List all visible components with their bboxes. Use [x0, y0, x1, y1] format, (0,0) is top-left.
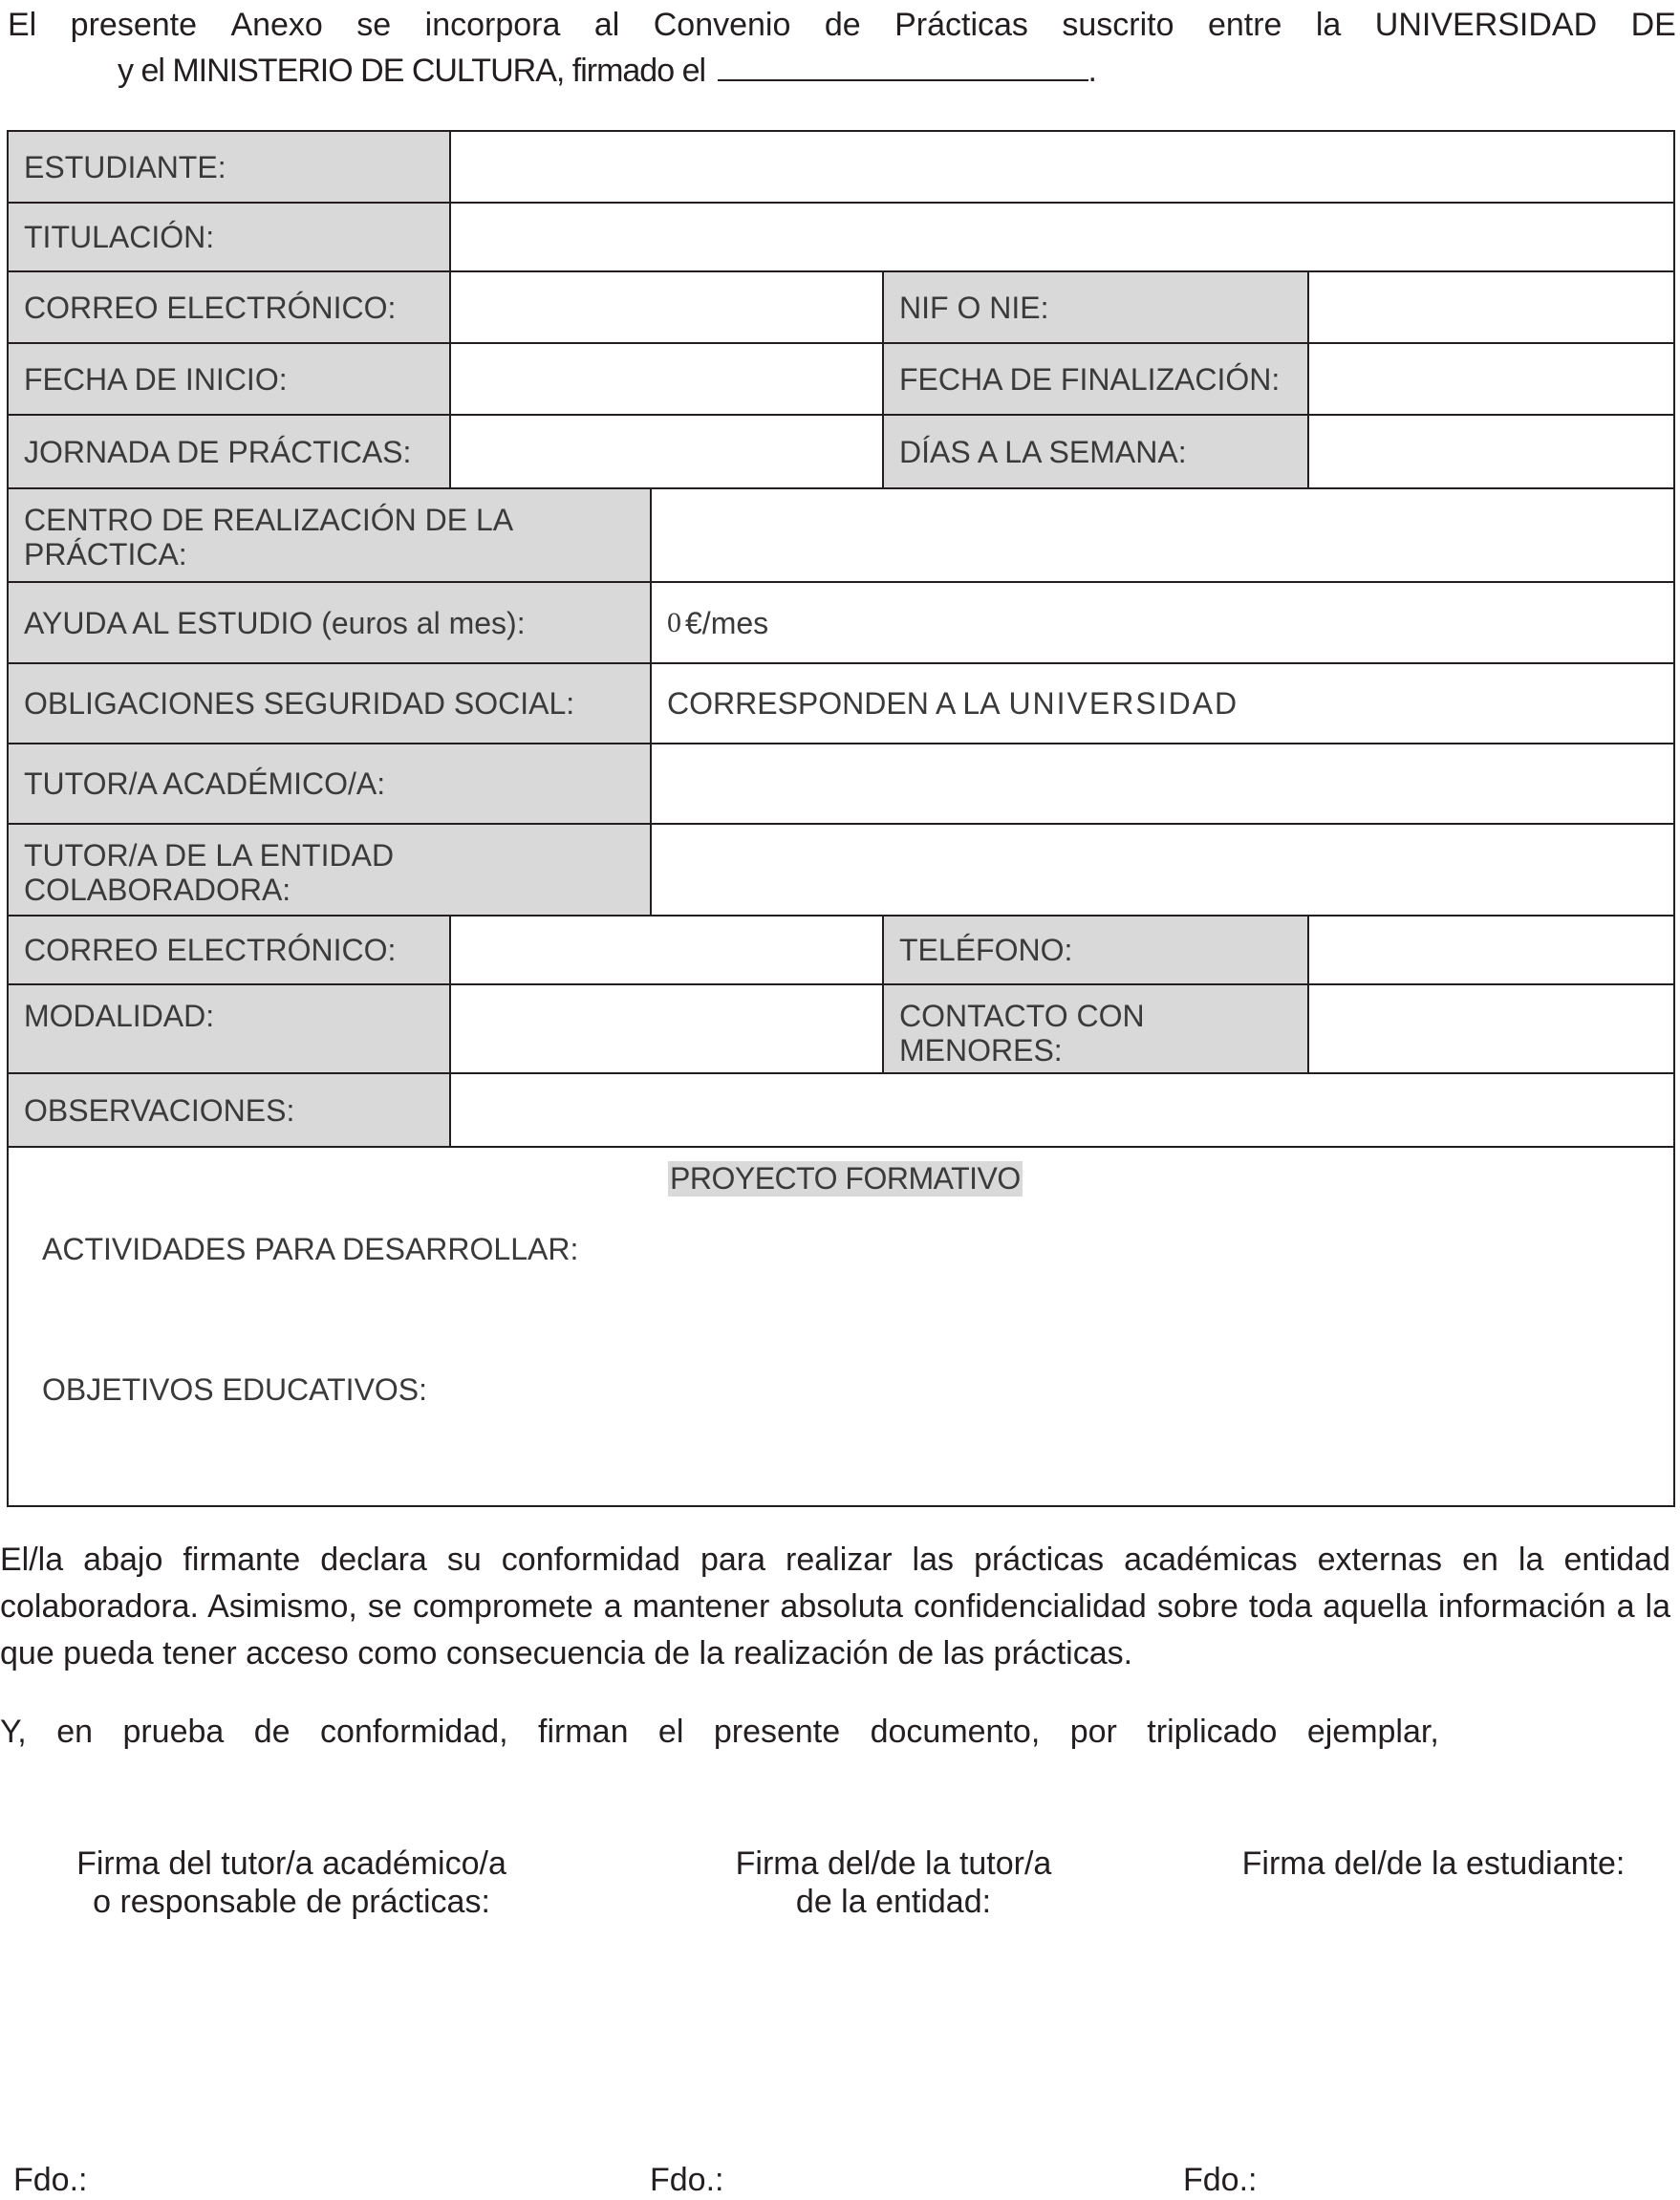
intro-word: presente: [70, 7, 197, 43]
titulacion-label: TITULACIÓN:: [7, 202, 451, 272]
intro-word: la: [1315, 7, 1342, 43]
intro-word: Anexo: [230, 7, 323, 43]
telefono-label: TELÉFONO:: [882, 915, 1309, 985]
intro-word: entre: [1207, 7, 1282, 43]
correo-electronico-label: CORREO ELECTRÓNICO:: [7, 270, 451, 344]
signature-tutor-academico: [38, 1844, 545, 1921]
obligaciones-ss-label: OBLIGACIONES SEGURIDAD SOCIAL:: [7, 662, 652, 744]
signing-date-blank[interactable]: [718, 58, 1088, 81]
fdo-tutor-academico: Fdo.:: [13, 2162, 88, 2198]
estudiante-field[interactable]: [449, 130, 1675, 204]
fecha-finalizacion-label: FECHA DE FINALIZACIÓN:: [882, 342, 1309, 416]
intro-word: UNIVERSIDAD: [1374, 7, 1598, 43]
proyecto-formativo-title: PROYECTO FORMATIVO: [670, 1161, 1021, 1196]
signature-tutor-academico-line2: o responsable de prácticas:: [93, 1884, 490, 1920]
correo-electronico-tutor-field[interactable]: [449, 915, 884, 985]
jornada-practicas-label: JORNADA DE PRÁCTICAS:: [7, 414, 451, 489]
jornada-practicas-field[interactable]: [449, 414, 884, 489]
ayuda-estudio-field[interactable]: [650, 581, 1675, 664]
fecha-inicio-field[interactable]: [449, 342, 884, 416]
ayuda-unit: €/mes: [685, 605, 769, 640]
proyecto-formativo-box[interactable]: [7, 1146, 1675, 1507]
tutor-academico-label: TUTOR/A ACADÉMICO/A:: [7, 743, 652, 825]
signature-tutor-entidad-line1: Firma del/de la tutor/a: [735, 1845, 1052, 1882]
intro-word: al: [593, 7, 620, 43]
intro-word: Prácticas: [894, 7, 1028, 43]
objetivos-label: OBJETIVOS EDUCATIVOS:: [42, 1372, 428, 1407]
modalidad-label: MODALIDAD:: [7, 983, 451, 1074]
intro-line-2: [8, 48, 1676, 94]
fecha-inicio-label: FECHA DE INICIO:: [7, 342, 451, 416]
signature-tutor-entidad: [688, 1844, 1099, 1921]
intro-word: se: [356, 7, 392, 43]
estudiante-label: ESTUDIANTE:: [7, 130, 451, 204]
centro-realizacion-field[interactable]: [650, 487, 1675, 583]
nif-label: NIF O NIE:: [882, 270, 1309, 344]
tutor-entidad-field[interactable]: [650, 823, 1675, 917]
fecha-finalizacion-field[interactable]: [1307, 342, 1675, 416]
intro-line-2-text: y el MINISTERIO DE CULTURA, firmado el: [118, 53, 706, 89]
observaciones-label: OBSERVACIONES:: [7, 1072, 451, 1148]
modalidad-field[interactable]: [449, 983, 884, 1074]
contacto-menores-label: CONTACTO CON MENORES:: [882, 983, 1309, 1074]
signature-tutor-entidad-line2: de la entidad:: [795, 1884, 992, 1920]
intro-word: DE: [1630, 7, 1676, 43]
signature-estudiante: Firma del/de la estudiante:: [1241, 1845, 1626, 1882]
contacto-menores-field[interactable]: [1307, 983, 1675, 1074]
dias-semana-label: DÍAS A LA SEMANA:: [882, 414, 1309, 489]
actividades-label: ACTIVIDADES PARA DESARROLLAR:: [42, 1232, 579, 1266]
titulacion-field[interactable]: [449, 202, 1675, 272]
intro-word: de: [824, 7, 861, 43]
intro-word: incorpora: [424, 7, 561, 43]
telefono-field[interactable]: [1307, 915, 1675, 985]
ayuda-amount: 0: [667, 606, 681, 638]
intro-line-2-end: .: [1088, 53, 1096, 89]
obligaciones-ss-field[interactable]: [650, 662, 1675, 744]
dias-semana-field[interactable]: [1307, 414, 1675, 489]
intro-word: El: [8, 7, 37, 43]
conformity-statement: Y, en prueba de conformidad, firman el presente documento, por triplicado ejemplar,: [0, 1714, 1439, 1750]
tutor-academico-field[interactable]: [650, 743, 1675, 825]
correo-electronico-tutor-label: CORREO ELECTRÓNICO:: [7, 915, 451, 985]
obligaciones-ss-value-universidad: UNIVERSIDAD: [1008, 686, 1239, 721]
signature-tutor-academico-line1: Firma del tutor/a académico/a: [76, 1845, 506, 1882]
ayuda-estudio-label: AYUDA AL ESTUDIO (euros al mes):: [7, 581, 652, 664]
declaration-paragraph: El/la abajo firmante declara su conformidad para realizar las prácticas académicas externas en la entidad colaboradora. Asimismo, se compromete a mantener absoluta confidencialidad sobre toda aquella información a la que pueda tener acceso como consecuencia de la realización de las prácticas.: [0, 1542, 1670, 1672]
intro-word: Convenio: [653, 7, 791, 43]
intro-line-1: [8, 2, 1676, 48]
correo-electronico-field[interactable]: [449, 270, 884, 344]
centro-realizacion-label: CENTRO DE REALIZACIÓN DE LA PRÁCTICA:: [7, 487, 652, 583]
nif-field[interactable]: [1307, 270, 1675, 344]
observaciones-field[interactable]: [449, 1072, 1675, 1148]
intro-word: suscrito: [1062, 7, 1174, 43]
fdo-tutor-entidad: Fdo.:: [650, 2162, 724, 2198]
intro-paragraph: [8, 2, 1676, 94]
tutor-entidad-label: TUTOR/A DE LA ENTIDAD COLABORADORA:: [7, 823, 652, 917]
fdo-estudiante: Fdo.:: [1183, 2162, 1258, 2198]
obligaciones-ss-value: CORRESPONDEN A LA: [667, 686, 1001, 721]
